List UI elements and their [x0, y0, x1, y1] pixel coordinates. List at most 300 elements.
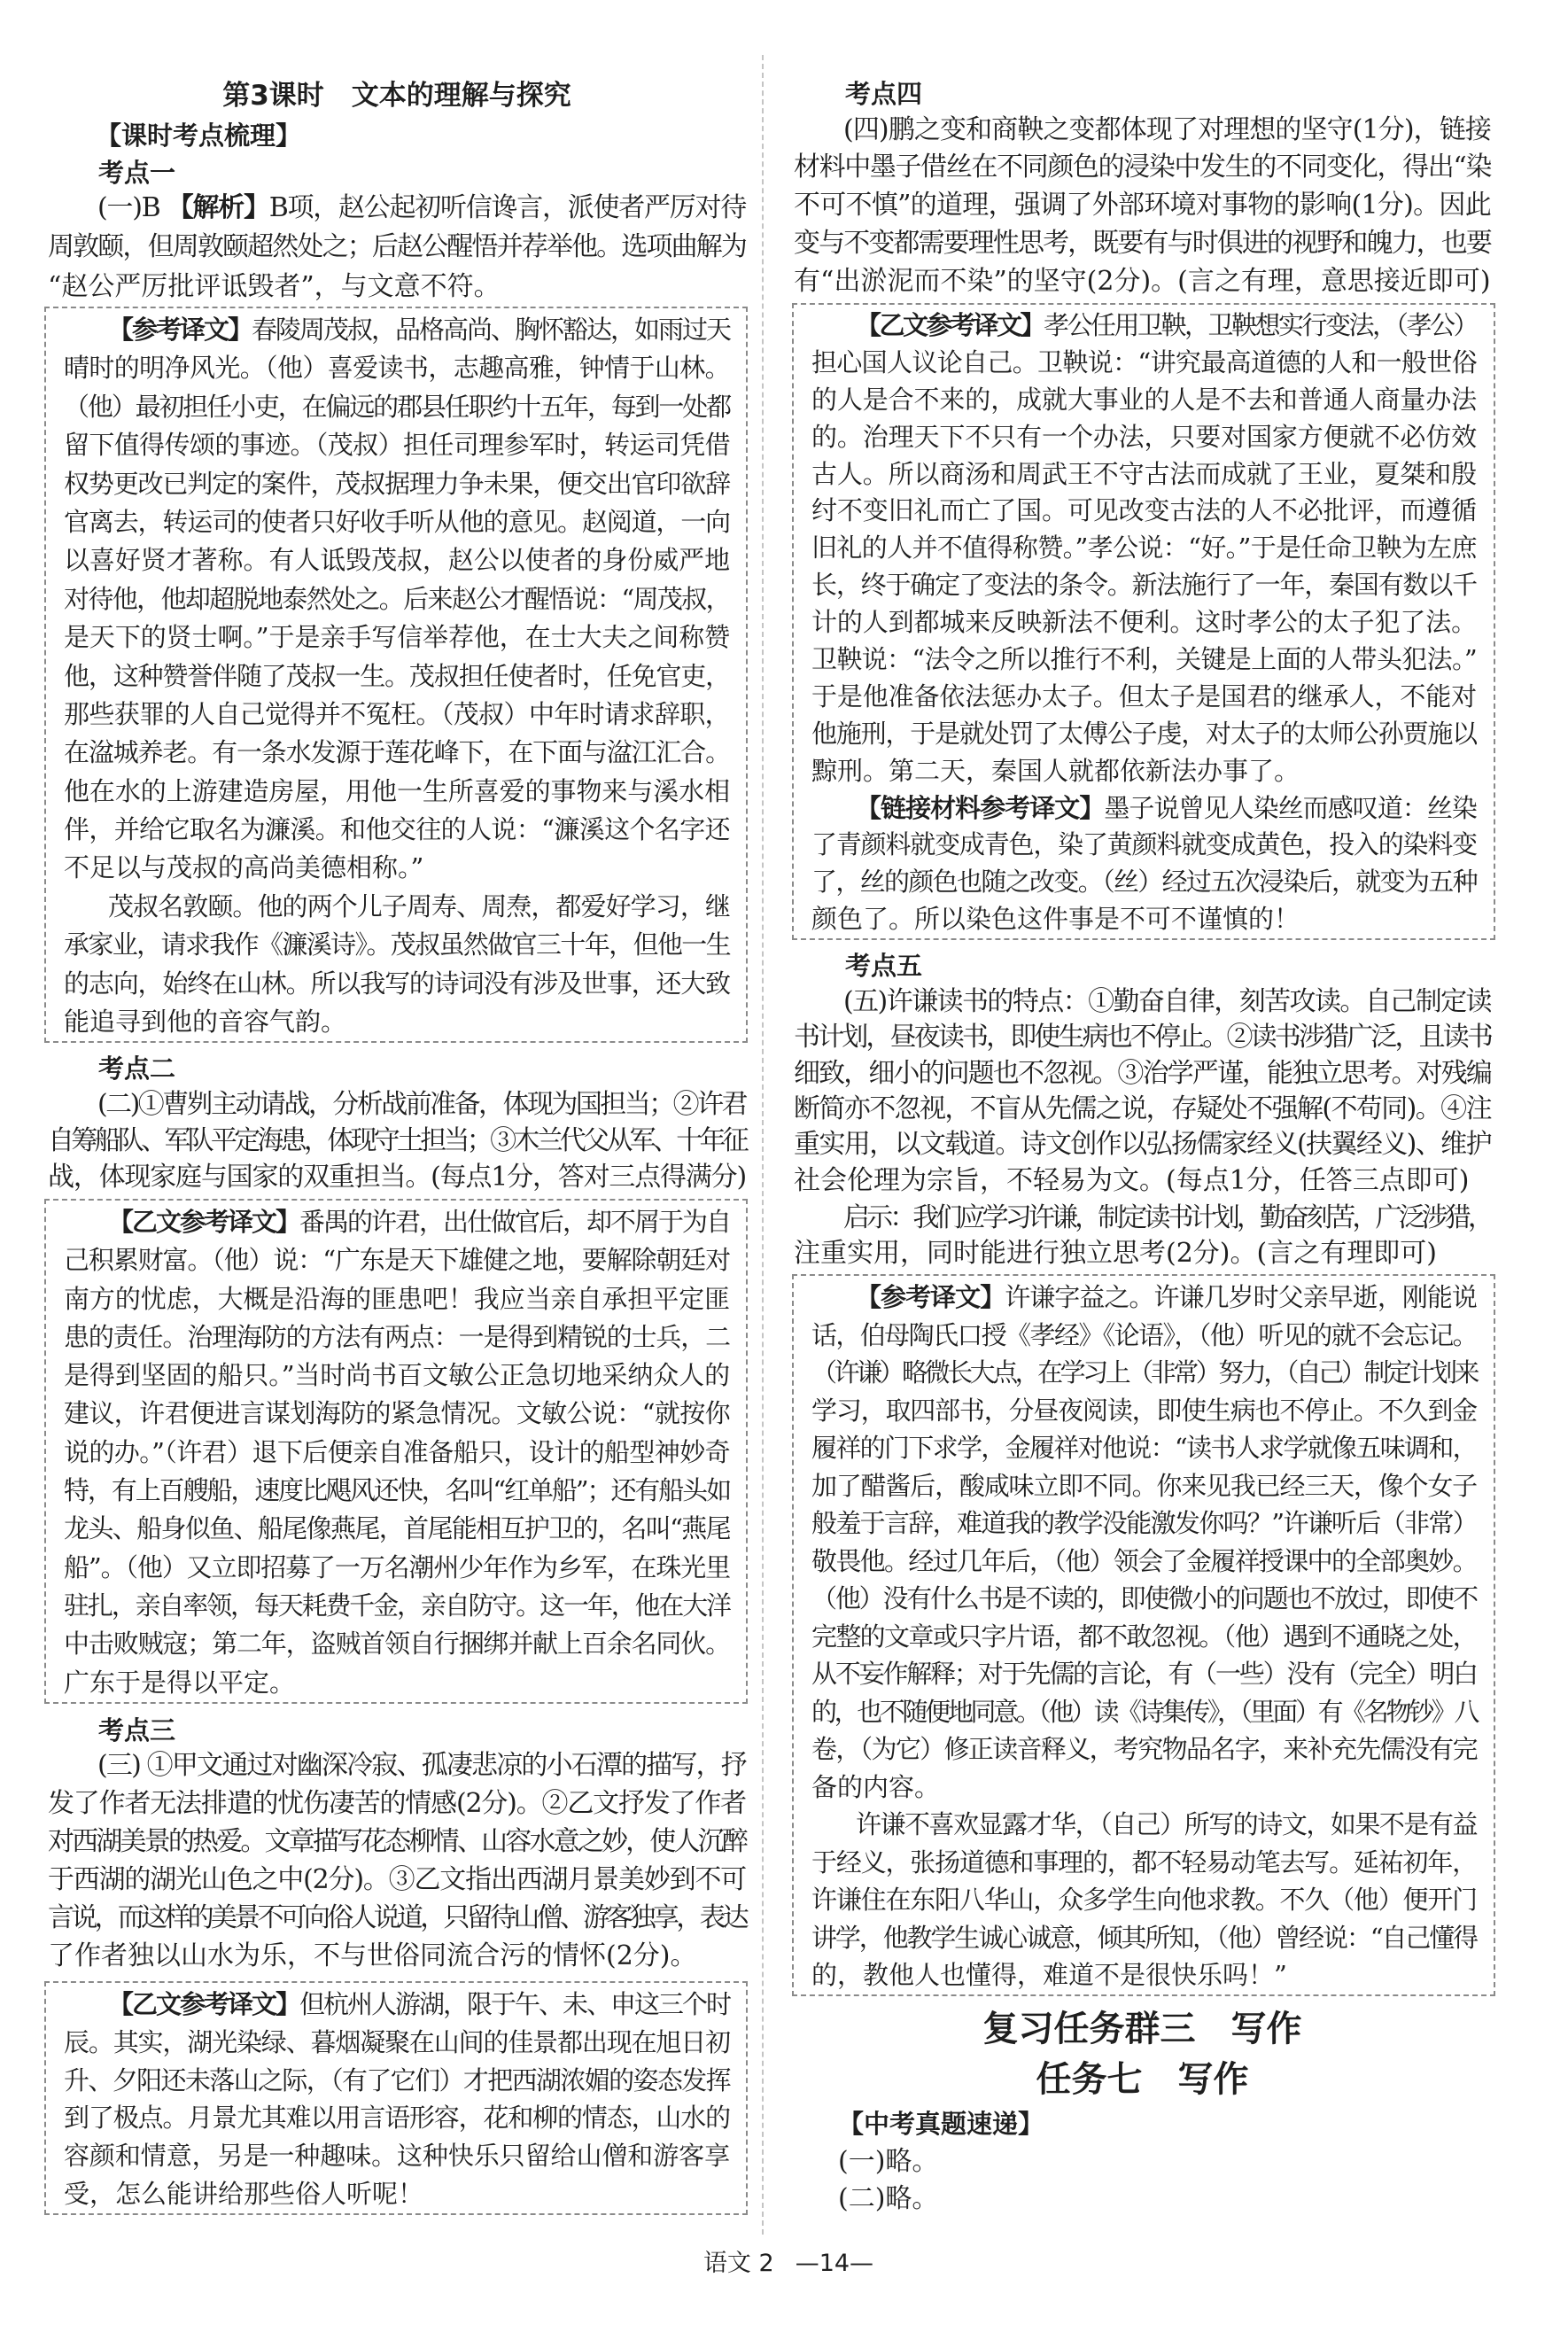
text-line — [811, 679, 1477, 716]
paragraph — [48, 1746, 746, 1975]
text-line — [811, 1806, 1477, 1844]
line-content — [64, 1003, 346, 1041]
line-text: (二)①曹刿主动请战，分析战前准备，体现为国担当；②许君 — [97, 1088, 746, 1120]
line-text: 到了极点。月景尤其难以用言语形容，花和柳的情态，山水的 — [64, 2103, 730, 2134]
line-content — [64, 618, 730, 657]
line-content — [48, 1899, 746, 1937]
line-text: （他）没有什么书是不读的，即使微小的问题也不放过，即使不 — [811, 1583, 1477, 1613]
line-content — [794, 1236, 1437, 1271]
line-text: 长，终于确定了变法的条令。新法施行了一年，秦国有数以千 — [811, 570, 1477, 601]
text-line — [48, 1086, 746, 1123]
text-line — [48, 1123, 746, 1159]
line-content — [856, 1806, 1477, 1844]
line-content — [64, 1664, 295, 1702]
line-content — [811, 1429, 1477, 1467]
line-content — [64, 388, 730, 426]
text-line — [794, 1163, 1491, 1199]
paragraph — [64, 311, 730, 888]
translation-label: 【链接材料参考译文】 — [856, 792, 1105, 823]
line-text: 己积累财富。（他）说：“广东是天下雄健之地，要解除朝廷对 — [64, 1245, 730, 1276]
line-text: 战，体现家庭与国家的双重担当。(每点1分，答对三点得满分) — [48, 1161, 746, 1193]
line-content — [48, 1784, 746, 1823]
line-text: 广东于是得以平定。 — [64, 1667, 296, 1698]
line-text: 有“出淤泥而不染”的坚守(2分)。(言之有理，意思接近即可) — [794, 265, 1491, 297]
line-text: “赵公严厉批评诋毁者”，与文意不符。 — [48, 270, 501, 302]
column-divider — [762, 55, 764, 2235]
text-line — [811, 1317, 1477, 1355]
line-text: 重实用，以文载道。诗文创作以弘扬儒家经义(扶翼经义)、维护 — [794, 1129, 1491, 1161]
line-content — [811, 1504, 1477, 1543]
line-text: 患的责任。治理海防的方法有两点：一是得到精锐的士兵，二 — [64, 1321, 730, 1352]
line-text: 辰。其实，湖光染绿、暮烟凝聚在山间的佳景都出现在旭日初 — [64, 2026, 730, 2057]
line-text: (五)许谦读书的特点：①勤奋自律，刻苦攻读。自己制定读 — [843, 985, 1491, 1017]
line-content — [64, 734, 730, 772]
text-line — [794, 1056, 1491, 1092]
line-text: 卫鞅说：“法令之所以推行不利，关键是上面的人带头犯法。” — [811, 644, 1477, 675]
line-content — [811, 1956, 1287, 1994]
line-content — [856, 1279, 1477, 1317]
paragraph — [794, 984, 1491, 1199]
line-content — [64, 541, 730, 579]
line-text: 能追寻到他的音容气韵。 — [64, 1007, 347, 1038]
translation-label: 【乙文参考译文】 — [108, 1207, 299, 1237]
line-content — [811, 493, 1477, 530]
line-text: 于经义，张扬道德和事理的，都不轻易动笔去写。延祐初年， — [811, 1846, 1477, 1877]
line-text: 许谦不喜欢显露才华，（自己）所写的诗文，如果不是有益 — [856, 1809, 1477, 1839]
line-content — [64, 2099, 730, 2137]
text-line — [794, 149, 1491, 187]
text-line — [811, 1580, 1477, 1618]
line-text: 了作者独以山水为乐，不与世俗同流合污的情怀(2分)。 — [48, 1940, 697, 1971]
line-content — [811, 567, 1477, 604]
line-text: 孝公任用卫鞅，卫鞅想实行变法，（孝公） — [1044, 310, 1477, 340]
line-text: （许谦）略微长大点，在学习上（非常）努力，（自己）制定计划来 — [811, 1357, 1477, 1388]
line-text: B项，赵公起初听信谗言，派使者严厉对待 — [268, 191, 746, 223]
text-line — [794, 1020, 1491, 1055]
text-line — [64, 1434, 730, 1472]
line-content — [64, 1587, 730, 1625]
line-text: 的，教他人也懂得，难道不是很快乐吗！” — [811, 1960, 1287, 1990]
line-content — [811, 604, 1477, 641]
line-content — [64, 1318, 730, 1357]
line-text: 担心国人议论自己。卫鞅说：“讲究最高道德的人和一般世俗 — [811, 346, 1477, 377]
text-line — [64, 1986, 730, 2024]
line-content — [794, 1127, 1491, 1162]
text-line — [64, 773, 730, 811]
line-text: 茂叔名敦颐。他的两个儿子周寿、周焘，都爱好学习，继 — [108, 890, 730, 921]
text-line — [811, 1693, 1477, 1731]
line-text: （他）最初担任小吏，在偏远的郡县任职约十五年，每到一处都 — [64, 391, 730, 422]
text-line — [794, 1236, 1491, 1271]
line-content — [64, 849, 423, 887]
text-line — [64, 1395, 730, 1433]
line-content — [64, 1549, 730, 1587]
line-text: 古人。所以商汤和周武王不守古法而成就了王业，夏桀和殷 — [811, 458, 1477, 489]
text-line — [64, 811, 730, 849]
text-line — [48, 1899, 746, 1937]
line-content — [811, 679, 1477, 716]
line-text: 周敦颐，但周敦颐超然处之；后赵公醒悟并荐举他。选项曲解为 — [48, 231, 746, 263]
paragraph — [64, 888, 730, 1042]
line-content — [811, 827, 1477, 864]
line-text: 建议，许君便进言谋划海防的紧急情况。文敏公说：“就按你 — [64, 1398, 730, 1429]
text-line — [64, 503, 730, 541]
text-line — [811, 1956, 1477, 1994]
text-line — [48, 228, 746, 268]
line-content — [811, 1919, 1477, 1957]
line-text: 伴，并给它取名为濂溪。和他交往的人说：“濂溪这个名字还 — [64, 814, 730, 845]
line-text: 断简亦不忽视，不盲从先儒之说，存疑处不强解(不苟同)。④注 — [794, 1092, 1491, 1124]
line-text: 对西湖美景的热爱。文章描写花态柳情、山容水意之妙，使人沉醉 — [48, 1825, 746, 1857]
text-line — [811, 1769, 1477, 1807]
line-text: 自筹船队、军队平定海患，体现守土担当；③木兰代父从军、十年征 — [48, 1124, 746, 1156]
text-line — [64, 1318, 730, 1357]
text-line — [64, 349, 730, 387]
text-line — [794, 187, 1491, 225]
line-text: 春陵周茂叔，品格高尚、胸怀豁达，如雨过天 — [252, 315, 730, 345]
line-text: 敬畏他。经过几年后，（他）领会了金履祥授课中的全部奥妙。 — [811, 1545, 1477, 1576]
text-line — [794, 984, 1491, 1020]
text-line — [64, 541, 730, 579]
text-line — [64, 2175, 730, 2213]
line-text: 于是他准备依法惩办太子。但太子是国君的继承人，不能对 — [811, 680, 1477, 711]
text-line — [811, 307, 1477, 345]
line-text: 于西湖的湖光山色之中(2分)。③乙文指出西湖月景美妙到不可 — [48, 1863, 746, 1895]
text-line — [64, 1472, 730, 1510]
paragraph — [811, 307, 1477, 790]
text-line — [811, 1392, 1477, 1430]
line-text: 细致，细小的问题也不忽视。③治学严谨，能独立思考。对残编 — [794, 1057, 1491, 1089]
text-line — [794, 112, 1491, 150]
text-line — [64, 1241, 730, 1279]
line-text: 是得到坚固的船只。”当时尚书百文敏公正急切地采纳众人的 — [64, 1360, 730, 1391]
text-line — [811, 345, 1477, 382]
text-line — [48, 1784, 746, 1823]
line-text: 计的人到都城来反映新法不便利。这时孝公的太子犯了法。 — [811, 607, 1477, 638]
text-line — [64, 849, 730, 887]
translation-label: 【解析】 — [167, 191, 269, 223]
translation-label: 【参考译文】 — [856, 1282, 1005, 1312]
text-line — [64, 618, 730, 657]
text-line — [48, 1746, 746, 1784]
answer-number: (一)B — [97, 191, 167, 223]
text-line — [64, 426, 730, 464]
line-text: 船”。（他）又立即招募了一万名潮州少年作为乡军，在珠光里 — [64, 1551, 730, 1582]
line-text: 发了作者无法排遣的忧伤凄苦的情感(2分)。②乙文抒发了作者 — [48, 1787, 746, 1819]
paragraph — [794, 112, 1491, 301]
line-text: 变与不变都需要理性思考，既要有与时俱进的视野和魄力，也要 — [794, 227, 1491, 259]
text-line — [64, 965, 730, 1003]
task-title: 任务七 写作 — [1036, 2059, 1249, 2100]
text-line — [811, 827, 1477, 864]
line-content — [811, 456, 1477, 494]
text-line — [64, 388, 730, 426]
writing-item-2: (二)略。 — [838, 2183, 939, 2214]
kaodian-3-heading: 考点三 — [98, 1715, 176, 1745]
text-line — [811, 1730, 1477, 1769]
paragraph — [811, 1806, 1477, 1994]
line-text: 对待他，他却超脱地泰然处之。后来赵公才醒悟说：“周茂叔， — [64, 583, 730, 614]
line-content — [64, 773, 730, 811]
line-content — [64, 2175, 423, 2213]
text-line — [64, 1587, 730, 1625]
line-content — [794, 149, 1491, 187]
text-line — [811, 456, 1477, 494]
text-line — [64, 926, 730, 964]
line-content — [64, 1510, 730, 1548]
text-line — [811, 1429, 1477, 1467]
line-text: 承家业，请求我作《濂溪诗》。茂叔虽然做官三十年，但他一生 — [64, 929, 730, 960]
translation-label: 【参考译文】 — [108, 315, 252, 345]
line-text: 不足以与茂叔的高尚美德相称。” — [64, 852, 424, 883]
line-text: (四)鹏之变和商鞅之变都体现了对理想的坚守(1分)，链接 — [843, 113, 1491, 145]
text-line — [64, 657, 730, 696]
line-content — [64, 2137, 730, 2175]
line-text: 旧礼的人并不值得称赞。”孝公说：“好。”于是任命卫鞅为左庶 — [811, 533, 1477, 564]
line-text: (三) ①甲文通过对幽深冷寂、孤凄悲凉的小石潭的描写，抒 — [97, 1749, 746, 1781]
line-content — [64, 503, 730, 541]
text-line — [48, 1823, 746, 1861]
text-line — [64, 1510, 730, 1548]
text-line — [794, 263, 1491, 301]
text-line — [48, 1159, 746, 1195]
line-content — [794, 263, 1491, 301]
line-text: 加了醋酱后，酸咸味立即不同。你来见我已经三天，像个女子 — [811, 1470, 1477, 1501]
text-line — [811, 864, 1477, 901]
line-text: 了青颜料就变成青色，染了黄颜料就变成黄色，投入的染料变 — [811, 829, 1477, 860]
line-content — [794, 1163, 1470, 1199]
line-content — [108, 1203, 730, 1241]
footer-subject: 语文 2 — [702, 2250, 774, 2277]
line-content — [64, 2024, 730, 2062]
line-text: 墨子说曾见人染丝而感叹道：丝染 — [1104, 792, 1477, 823]
text-line — [811, 1881, 1477, 1919]
translation-label: 【乙文参考译文】 — [108, 1989, 299, 2019]
line-text: 受，怎么能讲给那些俗人听呢！ — [64, 2178, 424, 2209]
line-text: 纣不变旧礼而亡了国。可见改变古法的人不必批评，而遵循 — [811, 495, 1477, 526]
line-content — [97, 189, 746, 229]
line-text: 晴时的明净风光。（他）喜爱读书，志趣高雅，钟情于山林。 — [64, 353, 730, 384]
translation-label: 【乙文参考译文】 — [856, 310, 1044, 340]
line-content — [64, 1280, 730, 1318]
line-text: 留下值得传颂的事迹。（茂叔）担任司理参军时，转运司凭借 — [64, 430, 730, 461]
line-content — [811, 716, 1477, 753]
text-line — [811, 1618, 1477, 1656]
line-text: 材料中墨子借丝在不同颜色的浸染中发生的不同变化，得出“染 — [794, 152, 1491, 183]
text-line — [64, 1664, 730, 1702]
line-content — [48, 1123, 746, 1159]
line-text: 说的办。”（许君）退下后便亲自准备船只，设计的船型神妙奇 — [64, 1436, 730, 1467]
text-line — [64, 2062, 730, 2100]
line-text: 许谦字益之。许谦几岁时父亲早逝，刚能说 — [1005, 1282, 1477, 1312]
line-content — [811, 345, 1477, 382]
line-content — [794, 225, 1491, 263]
text-line — [811, 493, 1477, 530]
line-text: 的，也不随便地同意。（他）读《诗集传》，（里面）有《名物钞》八 — [811, 1696, 1477, 1727]
line-text: 特，有上百艘船，速度比飓风还快，名叫“红单船”；还有船头如 — [64, 1475, 730, 1506]
line-content — [811, 1543, 1477, 1581]
line-content — [97, 1746, 746, 1784]
line-text: 黥刑。第二天，秦国人就都依新法办事了。 — [811, 755, 1300, 786]
text-line — [64, 1625, 730, 1663]
line-content — [811, 419, 1477, 456]
line-text: 学习，取四部书，分昼夜阅读，即使生病也不停止。不久到金 — [811, 1395, 1477, 1426]
line-content — [811, 1354, 1477, 1392]
text-line — [794, 225, 1491, 263]
text-line — [64, 1280, 730, 1318]
line-text: 以喜好贤才著称。有人诋毁茂叔，赵公以使者的身份威严地 — [64, 545, 730, 576]
kaodian-4-heading: 考点四 — [845, 79, 923, 109]
line-content — [843, 984, 1491, 1020]
text-line — [811, 1279, 1477, 1317]
line-content — [48, 1823, 746, 1861]
kaodian-5-heading: 考点五 — [845, 951, 923, 981]
line-content — [48, 228, 746, 268]
text-line — [64, 696, 730, 734]
text-line — [64, 888, 730, 926]
kaodian-2-answer — [48, 1086, 746, 1195]
text-line — [64, 2024, 730, 2062]
text-line — [811, 419, 1477, 456]
line-content — [64, 1395, 730, 1433]
text-line — [811, 1354, 1477, 1392]
line-content — [843, 1201, 1491, 1236]
line-content — [811, 1693, 1477, 1731]
line-text: 升、夕阳还未落山之际，（有了它们）才把西湖浓媚的姿态发挥 — [64, 2064, 730, 2095]
text-line — [48, 1937, 746, 1975]
text-line — [794, 1201, 1491, 1236]
line-content — [108, 311, 730, 349]
text-line — [48, 1861, 746, 1899]
line-content — [811, 641, 1477, 679]
line-text: 卷，（为它）修正读音释义，考究物品名字，来补充先儒没有完 — [811, 1734, 1477, 1764]
line-content — [48, 268, 501, 307]
text-line — [811, 790, 1477, 828]
line-text: 完整的文章或只字片语，都不敢忽视。（他）遇到不通晓之处， — [811, 1621, 1477, 1652]
kaodian-3-answer — [48, 1746, 746, 1975]
line-content — [64, 1472, 730, 1510]
line-content — [64, 1625, 730, 1663]
line-text: 的。治理天下不只有一个办法，只要对国家方便就不必仿效 — [811, 421, 1477, 452]
line-content — [48, 1159, 746, 1195]
line-text: 不可不慎”的道理，强调了外部环境对事物的影响(1分)。因此 — [794, 190, 1491, 222]
line-text: 了，丝的颜色也随之改变。（丝）经过五次浸染后，就变为五种 — [811, 867, 1477, 898]
text-line — [811, 716, 1477, 753]
line-content — [811, 1392, 1477, 1430]
line-content — [64, 1241, 730, 1279]
paragraph — [48, 189, 746, 307]
line-text: 他在水的上游建造房屋，用他一生所喜爱的事物来与溪水相 — [64, 775, 730, 806]
line-text: 颜色了。所以染色这件事是不可不谨慎的！ — [811, 904, 1300, 935]
text-line — [811, 1467, 1477, 1505]
paragraph — [794, 1201, 1491, 1271]
line-text: 许谦住在东阳八华山，众多学生向他求教。不久（他）便开门 — [811, 1885, 1477, 1915]
line-content — [64, 2062, 730, 2100]
line-content — [64, 580, 730, 618]
text-line — [64, 734, 730, 772]
line-text: 话，伯母陶氏口授《孝经》《论语》，（他）听见的就不会忘记。 — [811, 1319, 1477, 1350]
text-line — [811, 1844, 1477, 1882]
text-line — [794, 1092, 1491, 1127]
task-group-title: 复习任务群三 写作 — [982, 2009, 1302, 2049]
line-content — [64, 696, 730, 734]
line-text: 他，这种赞誉伴随了茂叔一生。茂叔担任使者时，任免官吏， — [64, 660, 730, 691]
line-content — [811, 1881, 1477, 1919]
line-content — [64, 426, 730, 464]
text-line — [811, 1543, 1477, 1581]
text-line — [811, 1504, 1477, 1543]
page-footer — [620, 2247, 957, 2281]
text-line — [64, 1203, 730, 1241]
paragraph — [48, 1086, 746, 1195]
line-text: 在湓城养老。有一条水发源于莲花峰下，在下面与湓江汇合。 — [64, 737, 730, 768]
line-content — [811, 1730, 1477, 1769]
line-text: 番禺的许君，出仕做官后，却不屑于为自 — [299, 1207, 730, 1237]
line-content — [811, 1317, 1477, 1355]
line-content — [64, 349, 730, 387]
line-content — [794, 1020, 1491, 1055]
section-label: 【课时考点梳理】 — [96, 120, 302, 151]
kaodian-2-heading: 考点二 — [98, 1053, 176, 1084]
text-line — [64, 311, 730, 349]
line-content — [64, 926, 730, 964]
line-text: 容颜和情意，另是一种趣味。这种快乐只留给山僧和游客享 — [64, 2141, 730, 2172]
line-text: 履祥的门下求学，金履祥对他说：“读书人求学就像五味调和， — [811, 1433, 1477, 1463]
line-content — [48, 1861, 746, 1899]
line-text: 他施刑，于是就处罚了太傅公子虔，对太子的太师公孙贾施以 — [811, 718, 1477, 749]
line-content — [811, 901, 1300, 938]
kaodian-1-translation-box — [44, 307, 748, 1043]
line-content — [856, 307, 1477, 345]
line-text: 从不妄作解释；对于先儒的言论，有（一些）没有（完全）明白 — [811, 1659, 1477, 1689]
text-line — [811, 604, 1477, 641]
text-line — [811, 1919, 1477, 1957]
line-content — [811, 382, 1477, 419]
line-text: 官离去，转运司的使者只好收手听从他的意见。赵阅道，一向 — [64, 506, 730, 537]
line-content — [108, 888, 730, 926]
line-content — [811, 1580, 1477, 1618]
line-content — [794, 1092, 1491, 1127]
line-content — [811, 530, 1477, 567]
line-text: 般羞于言辞，难道我的教学没能激发你吗？”许谦听后（非常） — [811, 1508, 1477, 1538]
line-text: 社会伦理为宗旨，不轻易为文。(每点1分，任答三点即可) — [794, 1164, 1470, 1196]
line-content — [811, 1618, 1477, 1656]
text-line — [64, 1357, 730, 1395]
page-number: —14— — [795, 2250, 874, 2277]
line-content — [108, 1986, 730, 2024]
kaodian-4-answer — [794, 112, 1491, 301]
line-text: 备的内容。 — [811, 1771, 941, 1802]
line-content — [811, 1655, 1477, 1693]
text-line — [48, 189, 746, 229]
line-text: 书计划，昼夜读书，即使生病也不停止。②读书涉猎广泛，且读书 — [794, 1022, 1491, 1053]
line-content — [794, 1056, 1491, 1092]
line-text: 但杭州人游湖，限于午、未、申这三个时 — [299, 1989, 730, 2019]
text-line — [64, 2099, 730, 2137]
paragraph — [64, 1986, 730, 2213]
line-text: 那些获罪的人自己觉得并不冤枉。（茂叔）中年时请求辞职， — [64, 698, 730, 729]
line-text: 的志向，始终在山林。所以我写的诗词没有涉及世事，还大致 — [64, 968, 730, 999]
line-text: 注重实用，同时能进行独立思考(2分)。(言之有理即可) — [794, 1237, 1437, 1269]
line-content — [811, 864, 1477, 901]
line-content — [64, 465, 730, 503]
line-text: 是天下的贤士啊。”于是亲手写信举荐他，在士大夫之间称赞 — [64, 622, 730, 653]
line-text: 中击败贼寇；第二年，盗贼首领自行捆绑并献上百余名同伙。 — [64, 1629, 730, 1660]
text-line — [64, 1549, 730, 1587]
line-content — [811, 753, 1300, 790]
text-line — [811, 1655, 1477, 1693]
text-line — [64, 1003, 730, 1041]
